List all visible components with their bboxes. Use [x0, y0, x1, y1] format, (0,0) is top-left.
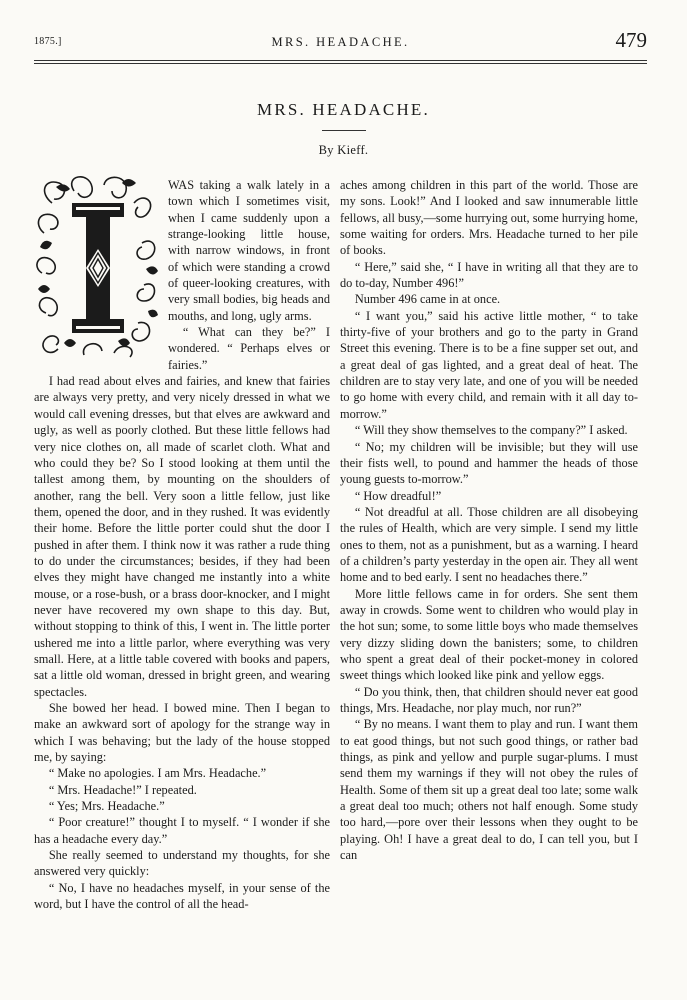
right-paragraph-7: “ How dreadful!”	[354, 488, 442, 503]
left-paragraph-6: “ Mrs. Headache!” I repeated.	[48, 782, 197, 797]
article-byline: By Kieff.	[318, 143, 369, 157]
right-paragraph-5: “ Will they show themselves to the company?” I asked.	[354, 423, 628, 438]
left-paragraph-8: “ Poor creature!” thought I to myself. “ I wonder if she has a headache every day.”	[34, 815, 330, 846]
right-paragraph-4: “ I want you,” said his active little mother, “ to take thirty-five of your brothers and go to the party in Grand Street this evening. There is to be a fine supper set out, and a great deal of gas lighted, and a great deal of heat. The children are to stay very late, and one of you will be needed to go home with every child, and remain with it all day to-morrow.”	[340, 308, 638, 421]
right-paragraph-6: “ No; my children will be invisible; but they will use their fists well, to pound and hammer the heads of those young guests to-morrow.”	[340, 439, 638, 487]
right-column	[340, 177, 638, 863]
right-paragraph-10: “ Do you think, then, that children should never eat good things, Mrs. Headache, nor play much, nor run?”	[340, 684, 638, 715]
left-paragraph-1: WAS taking a walk lately in a town which I sometimes visit, when I came suddenly upon a strange-looking little house, with narrow windows, in front of which were standing a crowd of queer-looking creatures, with very small bodies, big heads and mouths, and long, ugly arms.	[168, 178, 330, 323]
title-divider	[322, 130, 366, 131]
running-header	[34, 26, 647, 56]
left-paragraph-9: She really seemed to understand my thoughts, for she answered very quickly:	[34, 848, 330, 879]
right-paragraph-9: More little fellows came in for orders. She sent them away in crowds. Some went to children who would play in the hot sun; some, to some little boys who made themselves very dizzy sliding down the banisters; some, to children who spent a great deal of their pocket-money in colored sweet things which looked like pink and yellow eggs.	[340, 586, 638, 683]
left-paragraph-2: “ What can they be?” I wondered. “ Perhaps elves or fairies.”	[168, 325, 330, 372]
left-paragraph-3: I had read about elves and fairies, and knew that fairies are always very pretty, and very nicely dressed in what we would call evening dresses, but that elves are awkward and ugly, as well as poorly clothed. But these little fellows had very nice clothes on, all made of scarlet cloth. What and who could they be? So I stood looking at them until the tallest among them, by mounting on the shoulders of another, rang the bell. Very soon a little fellow, just like them, opened the door, and in they rushed. It was evidently their home. Before the little porter could shut the door I pushed in after them. I think now it was rather a rude thing to do under the circumstances; besides, if they had been elves they might have changed me instantly into a white mouse, or a rose-bush, or a brass door-knocker, and I might never have recovered my own shape to this day. But, without stopping to think of this, I went in. The little porter ushered me into a little parlor, where everything was very small. Here, at a little table covered with books and papers, sat a little old woman, dressed in bright green, and wearing spectacles.	[34, 374, 330, 699]
header-running-title: MRS. HEADACHE.	[271, 35, 410, 49]
ornamental-letter-I-icon	[34, 173, 160, 359]
right-paragraph-8: “ Not dreadful at all. Those children are all disobeying the rules of Health, which are very simple. I send my little ones to them, not as a punishment, but as a warning. I heard of a children’s party yesterday in the open air. They all went home and to bed early. I sent no headaches there.”	[340, 504, 638, 585]
left-paragraph-4: She bowed her head. I bowed mine. Then I began to make an awkward sort of apology for the strange way in which I was behaving; but the lady of the house stopped me, by saying:	[34, 701, 330, 765]
article-title: MRS. HEADACHE.	[257, 100, 430, 119]
left-paragraph-5: “ Make no apologies. I am Mrs. Headache.”	[48, 766, 267, 781]
header-year: 1875.]	[34, 36, 62, 47]
left-paragraph-7: “ Yes; Mrs. Headache.”	[48, 799, 165, 814]
left-paragraph-10: “ No, I have no headaches myself, in your sense of the word, but I have the control of all the head-	[34, 880, 330, 912]
header-page-number: 479	[615, 28, 647, 52]
left-column	[34, 177, 330, 912]
right-paragraph-2: “ Here,” said she, “ I have in writing all that they are to do to-day, Number 496!”	[340, 259, 638, 291]
right-paragraph-1: aches among children in this part of the world. Those are my sons. Look!” And I looked and saw innumerable little fellows, all busy,—some hurrying out, some hurrying home, some waiting for orders. Mrs. Headache turned to her pile of books.	[340, 178, 638, 258]
header-rule-thick	[34, 60, 647, 61]
header-rule-thin	[34, 63, 647, 64]
right-paragraph-11: “ By no means. I want them to play and run. I want them to eat good things, but not such good things, or rather bad things, as pink and yellow and purple sugar-plums. I must send them my warnings if they will not obey the rules of Health. Some of them sit up a great deal too late; some walk a great deal too much; others not half enough. Some study too hard,—pore over their lessons when they ought to be playing. Oh! I have a great deal to do, I can tell you, but I can	[340, 717, 638, 863]
right-paragraph-3: Number 496 came in at once.	[354, 292, 501, 307]
